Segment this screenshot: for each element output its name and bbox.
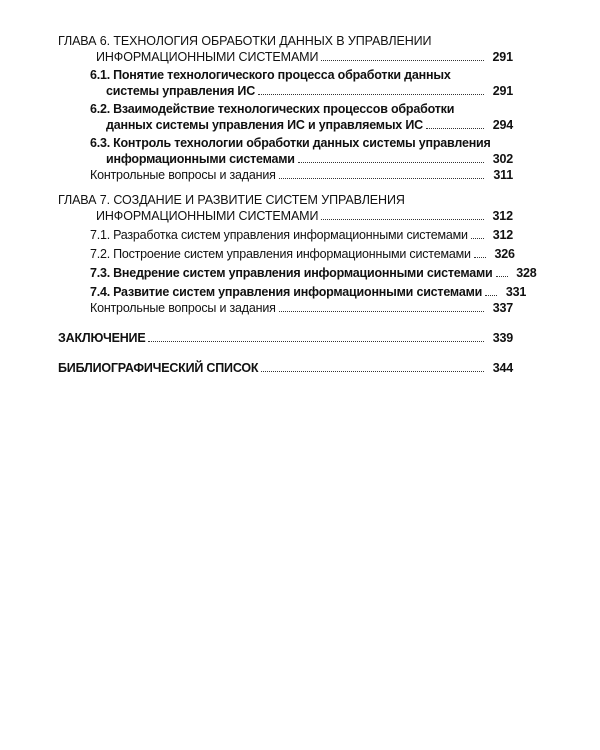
dot-leader xyxy=(321,208,484,220)
section-page: 294 xyxy=(492,118,513,132)
bibliography-label: БИБЛИОГРАФИЧЕСКИЙ СПИСОК xyxy=(58,361,259,375)
chapter-7-page: 312 xyxy=(492,209,513,223)
questions-page: 337 xyxy=(492,301,513,315)
conclusion-page: 339 xyxy=(492,331,513,345)
chapter-7-title-line1: ГЛАВА 7. СОЗДАНИЕ И РАЗВИТИЕ СИСТЕМ УПРАВЛЕНИЯ xyxy=(58,193,405,207)
section-title: Построение систем управления информационными системами xyxy=(113,247,471,261)
chapter-6-title-line1: ГЛАВА 6. ТЕХНОЛОГИЯ ОБРАБОТКИ ДАННЫХ В УПРАВЛЕНИИ xyxy=(58,34,432,48)
dot-leader xyxy=(426,117,484,129)
toc-section-6-2[interactable] xyxy=(58,102,513,133)
toc-bibliography[interactable] xyxy=(58,360,513,376)
section-title-line1: Взаимодействие технологических процессов обработки xyxy=(113,102,455,116)
dot-leader xyxy=(321,49,484,61)
section-number: 7.2. xyxy=(90,247,111,261)
dot-leader xyxy=(474,246,486,258)
dot-leader xyxy=(485,284,497,296)
section-page: 328 xyxy=(516,266,537,280)
section-number: 6.3. xyxy=(90,136,111,150)
toc-section-7-4[interactable] xyxy=(58,284,527,300)
toc-questions-ch6[interactable] xyxy=(58,167,513,183)
dot-leader xyxy=(471,227,484,239)
toc-section-7-3[interactable] xyxy=(58,265,537,281)
dot-leader xyxy=(258,83,484,95)
section-number: 6.1. xyxy=(90,68,111,82)
questions-label: Контрольные вопросы и задания xyxy=(90,168,276,182)
bibliography-page: 344 xyxy=(492,361,513,375)
section-number: 7.3. xyxy=(90,266,111,280)
toc-section-6-3[interactable] xyxy=(58,136,513,167)
toc-questions-ch7[interactable] xyxy=(58,300,513,316)
section-page: 291 xyxy=(492,84,513,98)
dot-leader xyxy=(298,151,484,163)
questions-page: 311 xyxy=(493,168,513,182)
table-of-contents xyxy=(58,34,537,376)
toc-chapter-6[interactable] xyxy=(58,34,513,65)
section-page: 331 xyxy=(505,285,527,299)
section-title: Внедрение систем управления информационными системами xyxy=(113,266,493,280)
section-title-line2: системы управления ИС xyxy=(106,84,256,98)
section-page: 302 xyxy=(492,152,513,166)
section-title-line2: данных системы управления ИС и управляемых ИС xyxy=(106,118,423,132)
toc-conclusion[interactable] xyxy=(58,330,513,346)
section-title-line1: Контроль технологии обработки данных системы управления xyxy=(113,136,491,150)
section-number: 6.2. xyxy=(90,102,111,116)
section-title-line2: информационными системами xyxy=(106,152,295,166)
dot-leader xyxy=(148,330,484,342)
conclusion-label: ЗАКЛЮЧЕНИЕ xyxy=(58,331,146,345)
toc-section-7-1[interactable] xyxy=(58,227,513,243)
toc-section-6-1[interactable] xyxy=(58,68,513,99)
section-title-line1: Понятие технологического процесса обработки данных xyxy=(113,68,451,82)
chapter-6-title-line2: ИНФОРМАЦИОННЫМИ СИСТЕМАМИ xyxy=(96,50,319,64)
section-title: Разработка систем управления информационными системами xyxy=(113,228,468,242)
questions-label: Контрольные вопросы и задания xyxy=(90,301,276,315)
section-title: Развитие систем управления информационными системами xyxy=(113,285,483,299)
dot-leader xyxy=(261,360,484,372)
section-number: 7.1. xyxy=(90,228,111,242)
section-page: 326 xyxy=(494,247,515,261)
dot-leader xyxy=(279,167,484,179)
section-number: 7.4. xyxy=(90,285,111,299)
section-page: 312 xyxy=(492,228,513,242)
toc-section-7-2[interactable] xyxy=(58,246,513,262)
dot-leader xyxy=(496,265,508,277)
chapter-7-title-line2: ИНФОРМАЦИОННЫМИ СИСТЕМАМИ xyxy=(96,209,319,223)
chapter-6-page: 291 xyxy=(492,50,513,64)
dot-leader xyxy=(279,300,484,312)
toc-chapter-7[interactable] xyxy=(58,193,513,224)
